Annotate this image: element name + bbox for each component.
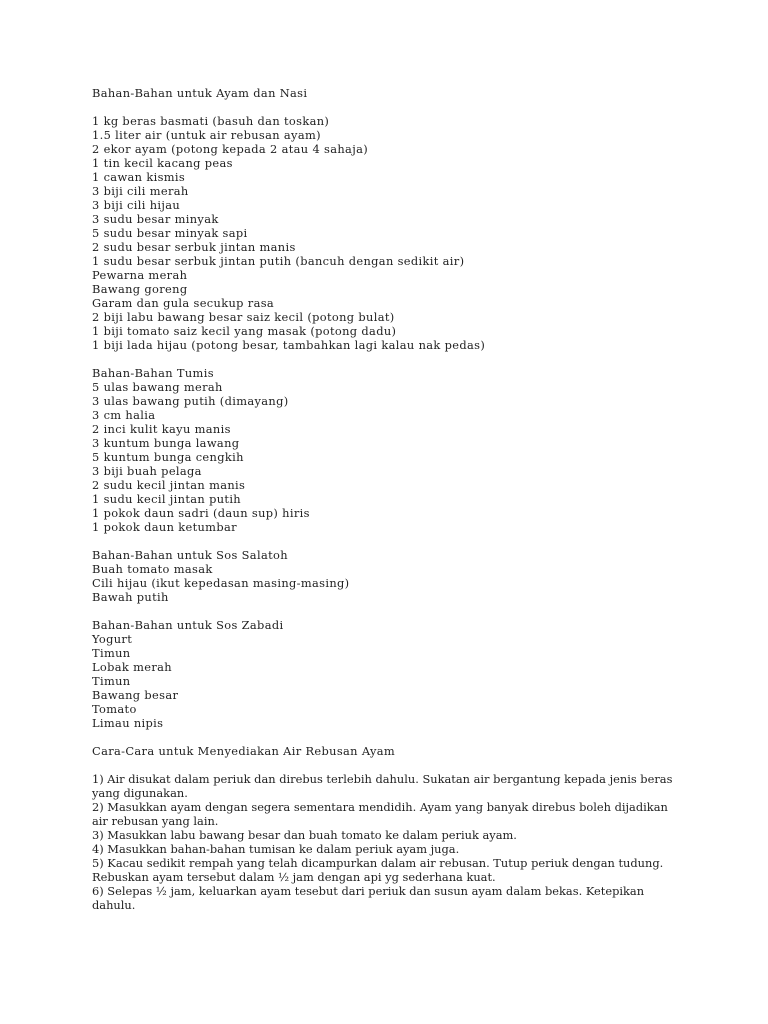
step-item: 5) Kacau sedikit rempah yang telah dicampurkan dalam air rebusan. Tutup periuk dengan tudung. Rebuskan ayam tersebut dalam ½ jam dengan api yg sederhana kuat.: [92, 856, 664, 884]
list-item: Bawah putih: [92, 590, 169, 604]
section-heading: Bahan-Bahan untuk Sos Salatoh: [92, 548, 288, 562]
section-heading: Bahan-Bahan Tumis: [92, 366, 214, 380]
list-item: 3 kuntum bunga lawang: [92, 436, 240, 450]
list-item: Pewarna merah: [92, 268, 188, 282]
section-tumis: [92, 366, 692, 534]
list-item: 1 kg beras basmati (basuh dan toskan): [92, 114, 330, 128]
list-item: 5 kuntum bunga cengkih: [92, 450, 244, 464]
ingredient-list: [92, 114, 692, 352]
list-item: 2 biji labu bawang besar saiz kecil (potong bulat): [92, 310, 395, 324]
list-item: Garam dan gula secukup rasa: [92, 296, 275, 310]
list-item: 5 ulas bawang merah: [92, 380, 223, 394]
step-item: 4) Masukkan bahan-bahan tumisan ke dalam periuk ayam juga.: [92, 842, 460, 856]
list-item: Limau nipis: [92, 716, 164, 730]
list-item: 1 biji tomato saiz kecil yang masak (potong dadu): [92, 324, 397, 338]
step-item: 3) Masukkan labu bawang besar dan buah tomato ke dalam periuk ayam.: [92, 828, 517, 842]
list-item: Tomato: [92, 702, 137, 716]
list-item: Timun: [92, 674, 131, 688]
list-item: 1 pokok daun sadri (daun sup) hiris: [92, 506, 310, 520]
list-item: Bawang besar: [92, 688, 179, 702]
list-item: 2 inci kulit kayu manis: [92, 422, 231, 436]
list-item: Timun: [92, 646, 131, 660]
list-item: Yogurt: [92, 632, 133, 646]
list-item: Buah tomato masak: [92, 562, 213, 576]
section-heading: Cara-Cara untuk Menyediakan Air Rebusan Ayam: [92, 744, 396, 758]
list-item: 3 ulas bawang putih (dimayang): [92, 394, 289, 408]
ingredient-list: [92, 562, 692, 604]
list-item: 1 biji lada hijau (potong besar, tambahkan lagi kalau nak pedas): [92, 338, 486, 352]
ingredient-list: [92, 632, 692, 730]
list-item: 5 sudu besar minyak sapi: [92, 226, 248, 240]
list-item: 3 biji buah pelaga: [92, 464, 202, 478]
list-item: 2 sudu besar serbuk jintan manis: [92, 240, 296, 254]
list-item: 3 sudu besar minyak: [92, 212, 219, 226]
list-item: 1 pokok daun ketumbar: [92, 520, 237, 534]
section-sos-salatoh: [92, 548, 692, 604]
list-item: 1 tin kecil kacang peas: [92, 156, 233, 170]
steps-list: [92, 772, 692, 912]
list-item: 2 ekor ayam (potong kepada 2 atau 4 sahaja): [92, 142, 369, 156]
list-item: 1.5 liter air (untuk air rebusan ayam): [92, 128, 321, 142]
list-item: Cili hijau (ikut kepedasan masing-masing): [92, 576, 350, 590]
section-sos-zabadi: [92, 618, 692, 730]
list-item: 3 biji cili hijau: [92, 198, 181, 212]
list-item: 1 sudu besar serbuk jintan putih (bancuh dengan sedikit air): [92, 254, 465, 268]
step-item: 1) Air disukat dalam periuk dan direbus terlebih dahulu. Sukatan air bergantung kepada jenis beras yang digunakan.: [92, 772, 673, 800]
list-item: Lobak merah: [92, 660, 172, 674]
list-item: Bawang goreng: [92, 282, 188, 296]
section-heading: Bahan-Bahan untuk Sos Zabadi: [92, 618, 284, 632]
list-item: 1 sudu kecil jintan putih: [92, 492, 241, 506]
list-item: 2 sudu kecil jintan manis: [92, 478, 246, 492]
ingredient-list: [92, 380, 692, 534]
list-item: 3 cm halia: [92, 408, 156, 422]
recipe-text: [92, 86, 692, 912]
step-item: 2) Masukkan ayam dengan segera sementara mendidih. Ayam yang banyak direbus boleh dijadikan air rebusan yang lain.: [92, 800, 668, 828]
step-item: 6) Selepas ½ jam, keluarkan ayam tesebut dari periuk dan susun ayam dalam bekas. Ketepikan dahulu.: [92, 884, 645, 912]
list-item: 3 biji cili merah: [92, 184, 189, 198]
list-item: 1 cawan kismis: [92, 170, 186, 184]
section-cara-cara: [92, 744, 692, 912]
section-heading: Bahan-Bahan untuk Ayam dan Nasi: [92, 86, 308, 100]
section-ayam-dan-nasi: [92, 86, 692, 352]
